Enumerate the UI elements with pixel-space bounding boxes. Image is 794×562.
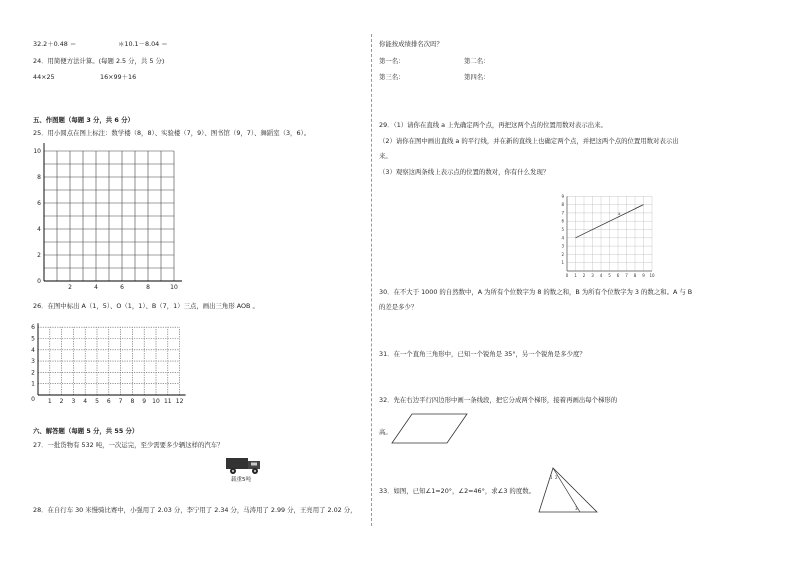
x-tick-label: 9 bbox=[642, 273, 645, 278]
section-5-title: 五、作图题（每题 3 分，共 6 分） bbox=[33, 116, 134, 124]
q25-title: 25．用小圆点在图上标注：数学楼（8，8）、实验楼（7，9）、图书馆（9，7）、舞蹈室（3，6）。 bbox=[33, 129, 311, 137]
rank-1-label: 第一名： bbox=[379, 57, 405, 65]
rank-2-label: 第二名： bbox=[464, 57, 490, 65]
x-tick-label: 8 bbox=[146, 284, 150, 291]
q29-part3: （3）观察这两条线上表示点的位置的数对，你有什么发现？ bbox=[379, 168, 550, 176]
origin-label: 0 bbox=[31, 396, 35, 403]
parallelogram-figure bbox=[390, 412, 470, 446]
q24-expr-b: 16×99＋16 bbox=[100, 73, 137, 81]
y-tick-label: 4 bbox=[31, 346, 35, 354]
rank-4-label: 第四名： bbox=[464, 73, 490, 81]
x-tick-label: 5 bbox=[95, 398, 99, 405]
truck-label: 载重5吨 bbox=[231, 477, 251, 483]
column-divider bbox=[371, 34, 372, 526]
q28-title: 28．在自行车 30 米慢骑比赛中，小强用了 2.03 分，李宁用了 2.34 分，马涛用了 2.99 分，王亮用了 2.02 分， bbox=[33, 506, 357, 514]
x-tick-label: 11 bbox=[163, 398, 172, 405]
x-tick-label: 6 bbox=[106, 398, 111, 405]
q24-title: 24．用简便方法计算。(每题 2.5 分，共 5 分) bbox=[33, 57, 165, 65]
q23-expr-b: ＊10.1－8.04 ＝ bbox=[118, 40, 168, 48]
q27-title: 27．一批货物有 532 吨，一次运完，至少需要多少辆这样的汽车？ bbox=[33, 441, 224, 449]
x-tick-label: 8 bbox=[633, 273, 637, 278]
x-tick-label: 4 bbox=[599, 273, 603, 278]
y-tick-label: 2 bbox=[31, 369, 35, 377]
x-tick-label: 4 bbox=[83, 398, 88, 405]
triangle-figure bbox=[535, 465, 601, 515]
x-tick-label: 10 bbox=[649, 273, 655, 278]
x-tick-label: 5 bbox=[608, 273, 611, 278]
q31-title: 31．在一个直角三角形中，已知一个锐角是 35°，另一个锐角是多少度？ bbox=[379, 350, 586, 358]
x-tick-label: 8 bbox=[130, 398, 135, 405]
q29-part2: （2）请你在图中画出直线 a 的平行线，并在新的直线上也确定两个点，并把这两个点的位置用数对表示出 bbox=[379, 137, 679, 145]
x-tick-label: 2 bbox=[68, 284, 72, 291]
line-chart-q29 bbox=[540, 184, 660, 280]
x-tick-label: 7 bbox=[625, 273, 628, 278]
section-6-title: 六、解答题（每题 5 分，共 55 分） bbox=[33, 427, 139, 435]
y-tick-label: 8 bbox=[561, 202, 564, 208]
y-tick-label: 3 bbox=[561, 243, 564, 249]
y-tick-label: 6 bbox=[561, 218, 564, 224]
q30-part2: 的差是多少？ bbox=[379, 303, 418, 311]
y-tick-label: 5 bbox=[31, 335, 35, 343]
rank-3-label: 第三名： bbox=[379, 73, 405, 81]
x-tick-label: 10 bbox=[170, 284, 178, 291]
x-tick-label: 6 bbox=[120, 284, 124, 291]
x-tick-label: 12 bbox=[175, 398, 184, 405]
y-tick-label: 6 bbox=[31, 324, 35, 332]
grid-chart-q25 bbox=[28, 150, 188, 295]
angle-3-label: 3 bbox=[575, 506, 578, 511]
x-tick-label: 0 bbox=[565, 273, 569, 278]
x-tick-label: 9 bbox=[142, 398, 147, 405]
x-tick-label: 7 bbox=[118, 398, 123, 405]
x-tick-label: 1 bbox=[47, 398, 52, 405]
q23-expr-a: 32.2＋0.48 ＝ bbox=[33, 40, 77, 48]
q24-expr-a: 44×25 bbox=[33, 73, 55, 81]
x-tick-label: 4 bbox=[94, 284, 98, 291]
y-tick-label: 7 bbox=[561, 210, 564, 216]
y-tick-label: 1 bbox=[561, 260, 564, 266]
y-tick-label: 8 bbox=[37, 174, 41, 181]
x-tick-label: 2 bbox=[59, 398, 64, 405]
angle-2-label: 2 bbox=[555, 475, 558, 480]
y-tick-label: 5 bbox=[561, 227, 564, 232]
y-tick-label: 9 bbox=[561, 193, 564, 199]
q28-continued: 你能按成绩排名次吗？ bbox=[379, 40, 443, 48]
y-tick-label: 2 bbox=[561, 251, 564, 257]
grid-chart-q26 bbox=[28, 318, 198, 410]
y-tick-label: 6 bbox=[37, 200, 41, 207]
x-tick-label: 3 bbox=[591, 273, 594, 278]
q30-part1: 30．在不大于 1000 的自然数中，A 为所有个位数字为 8 的数之和，B 为所有个位数字为 3 的数之和。A 与 B bbox=[379, 288, 693, 296]
x-tick-label: 1 bbox=[574, 273, 577, 278]
x-tick-label: 6 bbox=[616, 273, 620, 278]
y-tick-label: 2 bbox=[37, 252, 41, 259]
truck-icon bbox=[224, 455, 264, 475]
x-tick-label: 10 bbox=[152, 398, 160, 405]
y-tick-label: 0 bbox=[37, 278, 41, 285]
angle-1-label: 1 bbox=[550, 475, 553, 480]
x-tick-label: 3 bbox=[71, 398, 76, 405]
line-a-label: a bbox=[618, 211, 621, 216]
x-tick-label: 2 bbox=[582, 273, 586, 278]
q33-title: 33．如图，已知∠1=20°，∠2=46°，求∠3 的度数。 bbox=[379, 487, 535, 495]
y-tick-label: 4 bbox=[37, 226, 41, 233]
y-tick-label: 3 bbox=[31, 358, 35, 366]
q32-title: 32．先在右边平行四边形中画一条线段，把它分成两个梯形，接着再画出每个梯形的 bbox=[379, 396, 618, 404]
y-tick-label: 10 bbox=[33, 148, 41, 155]
q26-title: 26．在图中标出 A（1，5）、O（1，1）、B（7，1）三点，画出三角形 AOB 。 bbox=[33, 302, 259, 310]
q32-title-cont: 高。 bbox=[379, 428, 392, 436]
y-tick-label: 4 bbox=[561, 235, 564, 241]
y-tick-label: 1 bbox=[31, 380, 35, 388]
q29-part1: 29．（1）请你在直线 a 上先确定两个点，再把这两个点的位置用数对表示出来。 bbox=[379, 121, 607, 129]
q29-part2-cont: 来。 bbox=[379, 152, 392, 160]
